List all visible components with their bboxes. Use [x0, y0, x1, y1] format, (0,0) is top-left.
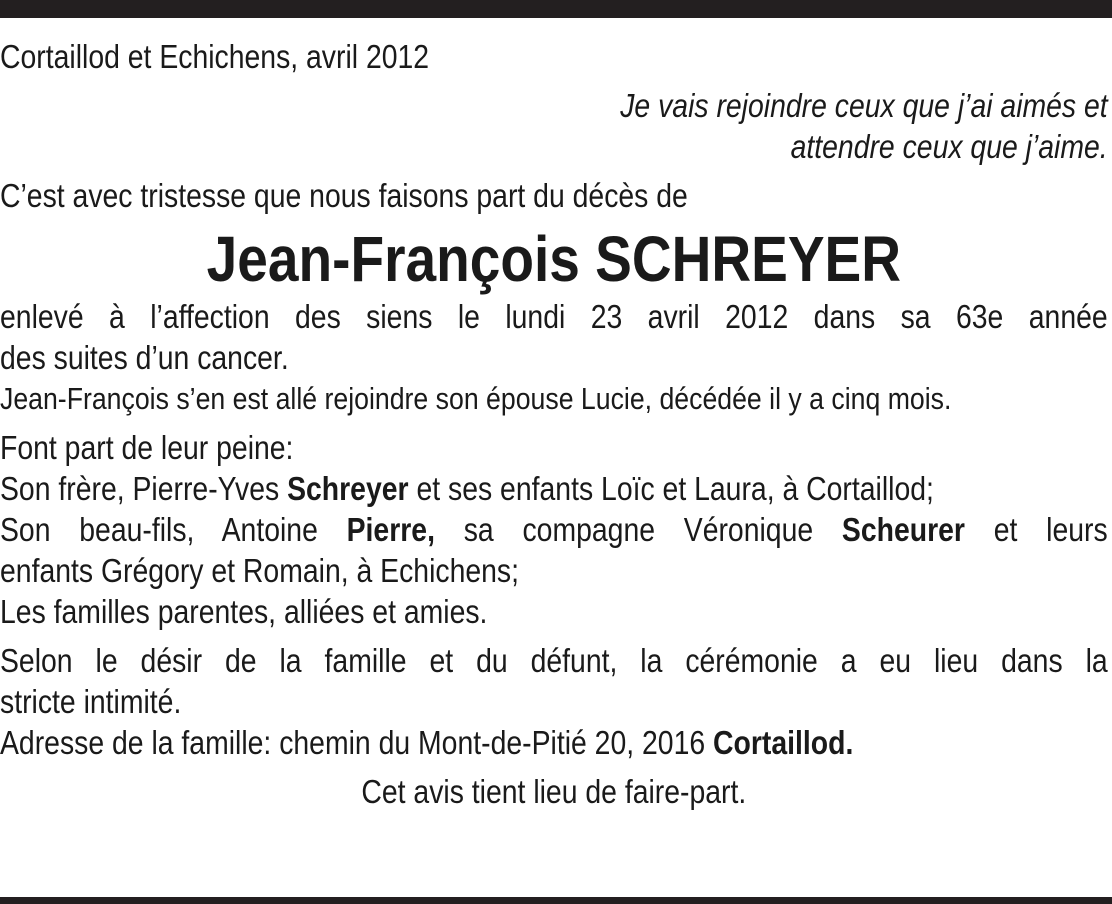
- stepson-surname: Pierre,: [346, 511, 435, 548]
- brother-post: et ses enfants Loïc et Laura, à Cortaillod;: [408, 470, 934, 507]
- brother-line: [0, 468, 1108, 509]
- quote-line-2: attendre ceux que j’aime.: [790, 128, 1108, 165]
- ceremony-line-2: stricte intimité.: [0, 683, 182, 720]
- place-date: Cortaillod et Echichens, avril 2012: [0, 38, 430, 75]
- obituary-notice: [0, 36, 1108, 812]
- mourners-intro: Font part de leur peine:: [0, 429, 294, 466]
- stepson-line: [0, 509, 1108, 550]
- ceremony-line-1: Selon le désir de la famille et du défunt, la cérémonie a eu lieu dans la: [0, 642, 1108, 679]
- closing-line: Cet avis tient lieu de faire-part.: [361, 773, 747, 810]
- deceased-name: Jean-François SCHREYER: [206, 223, 901, 295]
- stepson-pre: Son beau-fils, Antoine: [0, 511, 347, 548]
- address-line: [0, 722, 1108, 763]
- bottom-border: [0, 897, 1112, 904]
- brother-surname: Schreyer: [287, 470, 409, 507]
- families-line: Les familles parentes, alliées et amies.: [0, 593, 488, 630]
- address-town: Cortaillod.: [713, 724, 854, 761]
- intro-text: C’est avec tristesse que nous faisons part du décès de: [0, 177, 688, 214]
- death-line-2: des suites d’un cancer.: [0, 339, 289, 376]
- partner-surname: Scheurer: [841, 511, 965, 548]
- top-border: [0, 0, 1112, 18]
- death-line-1: enlevé à l’affection des siens le lundi 23 avril 2012 dans sa 63e année: [0, 298, 1108, 335]
- quote-line-1: Je vais rejoindre ceux que j’ai aimés et: [620, 87, 1108, 124]
- wife-line: Jean-François s’en est allé rejoindre son épouse Lucie, décédée il y a cinq mois.: [0, 381, 952, 416]
- stepson-post: et leurs: [964, 511, 1108, 548]
- brother-pre: Son frère, Pierre-Yves: [0, 470, 288, 507]
- stepson-line-2: enfants Grégory et Romain, à Echichens;: [0, 552, 519, 589]
- address-pre: Adresse de la famille: chemin du Mont-de-Pitié 20, 2016: [0, 724, 714, 761]
- stepson-mid: sa compagne Véronique: [434, 511, 842, 548]
